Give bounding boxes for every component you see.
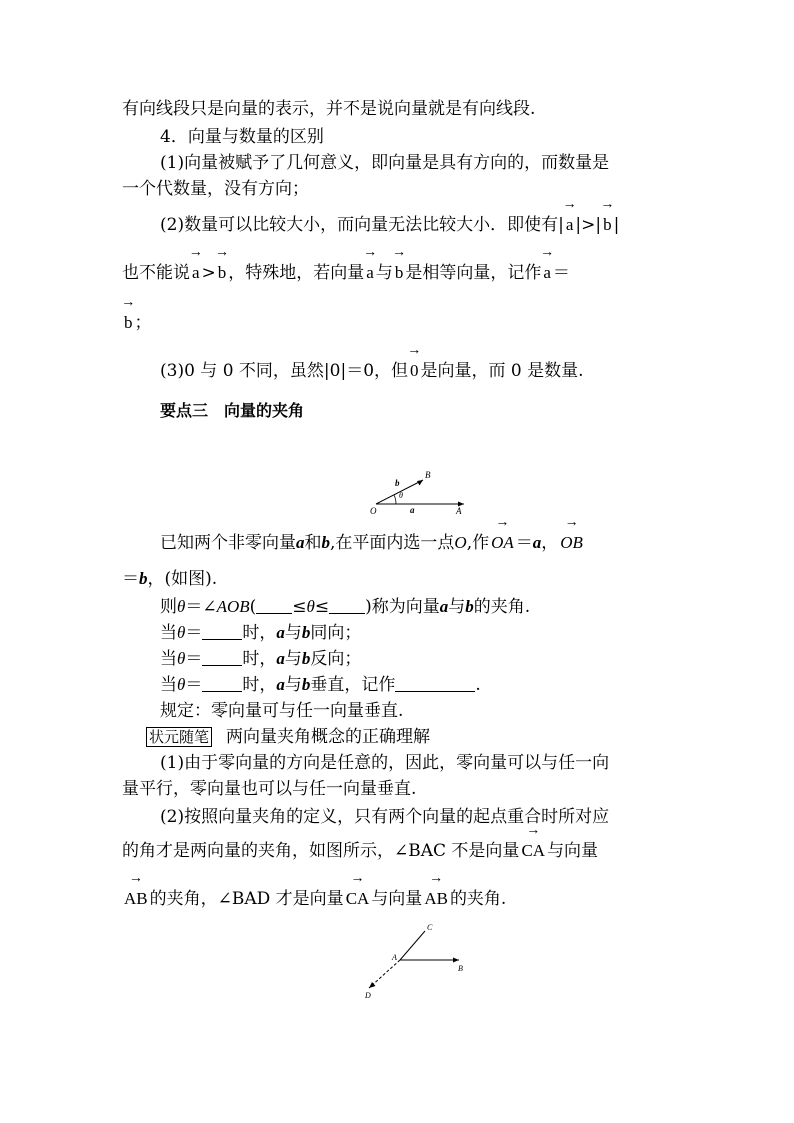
text: ＝: [515, 533, 533, 553]
vector-ca: → CA: [344, 888, 372, 910]
text: 与向量: [547, 841, 599, 861]
text: .: [475, 675, 481, 695]
note-paragraph-2-line-3: [122, 888, 506, 910]
rule-zero-vector: 规定：零向量可与任一向量垂直.: [160, 701, 404, 721]
ray-ac: [400, 931, 425, 960]
symbol-b: b: [321, 533, 330, 552]
text: ，(如图).: [147, 569, 218, 589]
text: ＝: [552, 263, 570, 283]
text: 同向；: [310, 623, 362, 643]
text: 与: [284, 649, 302, 669]
paragraph-directed-segment: 有向线段只是向量的表示，并不是说向量就是有向线段.: [122, 99, 536, 119]
text: ≤: [292, 597, 307, 617]
text: ,作: [466, 533, 490, 553]
label-point-d: D: [365, 991, 371, 1000]
text: |>|: [575, 215, 602, 235]
text: 时，: [242, 623, 277, 643]
ray-ad-dashed: [369, 960, 400, 988]
text: 与: [284, 623, 302, 643]
text: (: [249, 597, 257, 617]
text: ，: [541, 533, 559, 553]
vector-a: → a: [364, 262, 376, 284]
text: 反向；: [310, 649, 362, 669]
blank-notation[interactable]: [395, 675, 475, 692]
text: 垂直，记作: [310, 675, 396, 695]
paragraph-4-line-1: [160, 532, 585, 554]
label-o: O: [370, 506, 377, 516]
text: ＝: [122, 569, 139, 589]
text: 与: [284, 675, 302, 695]
figure-angle-aob: [366, 466, 476, 516]
note-title: 两向量夹角概念的正确理解: [226, 727, 431, 747]
paragraph-1-line-1: (1)向量被赋予了几何意义，即向量是具有方向的，而数量是: [160, 153, 610, 173]
label-vector-a: a: [410, 505, 415, 515]
paragraph-4-line-2: [122, 568, 217, 590]
symbol-a: a: [276, 649, 285, 668]
note-badge: 状元随笔: [146, 727, 212, 747]
blank-same-direction[interactable]: [202, 623, 242, 640]
text: 是相等向量，记作: [405, 263, 542, 283]
symbol-theta: θ: [177, 623, 186, 642]
text: (3)0 与 0 不同，虽然|0|＝0，但: [160, 361, 409, 381]
text: 和: [304, 533, 322, 553]
label-point-c: C: [427, 923, 433, 932]
symbol-theta: θ: [177, 597, 186, 616]
opposite-direction-line: [160, 648, 361, 670]
section-heading-4: 4．向量与数量的区别: [160, 127, 324, 147]
perpendicular-line: [160, 674, 481, 696]
symbol-b: b: [301, 675, 311, 694]
vector-a: → a: [564, 214, 576, 236]
paragraph-2-line-3: [122, 312, 152, 334]
figure-angle-bad: [355, 922, 475, 1002]
symbol-b: b: [465, 597, 474, 616]
arrowhead-d: [369, 982, 376, 988]
text: 的夹角，∠BAD 才是向量: [149, 889, 344, 909]
symbol-b: b: [139, 569, 148, 588]
text: 当: [160, 623, 177, 643]
text: ＝∠: [185, 597, 217, 617]
text: 与向量: [371, 889, 423, 909]
label-theta: θ: [399, 491, 403, 500]
symbol-a: a: [276, 623, 285, 642]
text: 时，: [242, 675, 277, 695]
symbol-a: a: [439, 597, 449, 616]
note-paragraph-1-line-2: 量平行，零向量也可以与任一向量垂直.: [122, 779, 417, 799]
vector-zero: → 0: [408, 360, 421, 382]
angle-definition-line: [160, 596, 530, 618]
symbol-theta: θ: [177, 675, 186, 694]
blank-lower-bound[interactable]: [256, 597, 292, 614]
note-paragraph-2-line-2: [122, 840, 598, 862]
text: 的夹角.: [449, 889, 507, 909]
vector-b: → b: [122, 312, 135, 334]
blank-upper-bound[interactable]: [329, 597, 365, 614]
label-point-a: A: [392, 953, 397, 962]
text: 的角才是两向量的夹角，如图所示，∠BAC 不是向量: [122, 841, 520, 861]
symbol-theta: θ: [177, 649, 186, 668]
label-a-point: A: [456, 506, 462, 516]
section-heading-3: 要点三 向量的夹角: [160, 401, 305, 420]
text: ≤: [314, 597, 330, 617]
text: ＝: [185, 623, 203, 643]
text: )称为向量: [365, 597, 440, 617]
angle-arc: [394, 495, 396, 504]
text: 当: [160, 675, 177, 695]
symbol-a: a: [532, 533, 542, 552]
text: 也不能说: [122, 263, 190, 283]
text: (2)数量可以比较大小，而向量无法比较大小．即使有|: [160, 215, 564, 235]
same-direction-line: [160, 622, 361, 644]
text: ，特殊地，若向量: [228, 263, 365, 283]
paragraph-3: [160, 360, 584, 382]
vector-b: → b: [216, 262, 229, 284]
text: 的夹角.: [473, 597, 531, 617]
text: ＝: [185, 649, 203, 669]
text: 当: [160, 649, 177, 669]
vector-ob: → OB: [558, 532, 585, 554]
text: ＝: [185, 675, 203, 695]
note-paragraph-2-line-1: (2)按照向量夹角的定义，只有两个向量的起点重合时所对应: [160, 807, 610, 827]
label-vector-b: b: [395, 478, 400, 488]
vector-oa: → OA: [489, 532, 516, 554]
symbol-a: a: [276, 675, 285, 694]
text: 与: [375, 263, 393, 283]
paragraph-2-line-1: [160, 214, 619, 236]
symbol-theta: θ: [306, 597, 315, 616]
text: 则: [160, 597, 177, 617]
symbol-aob: AOB: [216, 597, 250, 616]
text: ,在平面内选一点: [330, 533, 455, 553]
vector-b: → b: [601, 214, 614, 236]
text: |: [613, 215, 620, 235]
vector-b: → b: [393, 262, 406, 284]
text: 时，: [242, 649, 277, 669]
blank-opposite-direction[interactable]: [202, 649, 242, 666]
symbol-b: b: [301, 623, 311, 642]
vector-a: → a: [541, 262, 553, 284]
note-header: [146, 726, 430, 748]
text: ；: [134, 313, 152, 333]
symbol-a: a: [296, 533, 305, 552]
vector-ca: → CA: [519, 840, 547, 862]
symbol-b: b: [301, 649, 311, 668]
vector-a: → a: [190, 262, 202, 284]
text: 与: [448, 597, 466, 617]
paragraph-2-line-2: [122, 262, 570, 284]
arrowhead-b: [453, 958, 459, 963]
label-point-b: B: [458, 964, 463, 973]
note-paragraph-1-line-1: (1)由于零向量的方向是任意的，因此，零向量可以与任一向: [160, 753, 610, 773]
text: 是向量，而 0 是数量.: [420, 361, 584, 381]
vector-ab: → AB: [122, 888, 150, 910]
vector-ab: → AB: [422, 888, 450, 910]
text: 已知两个非零向量: [160, 533, 296, 553]
label-b-point: B: [425, 470, 431, 480]
text: >: [201, 263, 216, 283]
blank-perpendicular[interactable]: [202, 675, 242, 692]
paragraph-1-line-2: 一个代数量，没有方向；: [122, 179, 309, 199]
symbol-o: O: [454, 533, 467, 552]
